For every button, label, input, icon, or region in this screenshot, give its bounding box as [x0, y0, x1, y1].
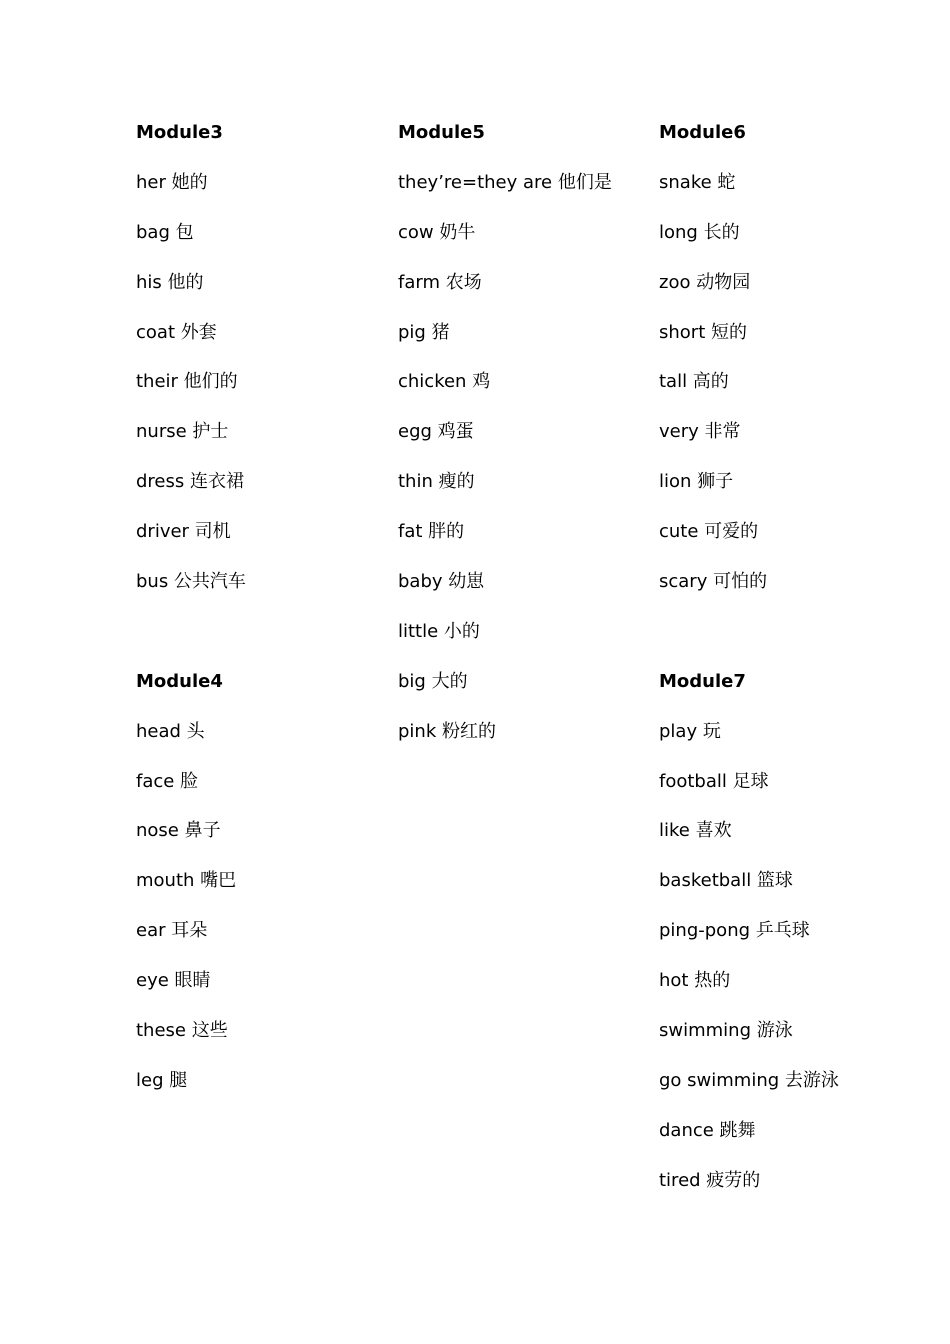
vocab-item: ear 耳朵	[136, 920, 208, 942]
vocab-item: bus 公共汽车	[136, 571, 246, 593]
vocab-item: like 喜欢	[659, 820, 732, 842]
vocab-item: thin 瘦的	[398, 471, 475, 493]
vocab-item: cow 奶牛	[398, 221, 476, 243]
vocab-item: driver 司机	[136, 521, 231, 543]
column-2	[398, 118, 658, 767]
vocab-item: her 她的	[136, 171, 208, 193]
vocab-item: ping-pong 乒乓球	[659, 920, 810, 942]
vocab-item: short 短的	[659, 321, 747, 343]
vocab-item: head 头	[136, 720, 205, 742]
vocab-item: eye 眼睛	[136, 970, 211, 992]
module-heading: Module4	[136, 670, 223, 692]
vocab-item: hot 热的	[659, 970, 731, 992]
vocab-item: scary 可怕的	[659, 571, 768, 593]
vocab-item: face 脸	[136, 770, 199, 792]
vocab-item: little 小的	[398, 620, 480, 642]
vocab-item: their 他们的	[136, 371, 238, 393]
vocab-item: go swimming 去游泳	[659, 1069, 839, 1091]
vocab-item: play 玩	[659, 720, 721, 742]
vocab-item: fat 胖的	[398, 521, 465, 543]
vocab-item: coat 外套	[136, 321, 217, 343]
vocab-item: nose 鼻子	[136, 820, 221, 842]
vocab-item: cute 可爱的	[659, 521, 759, 543]
vocab-item: snake 蛇	[659, 171, 736, 193]
vocab-item: tired 疲劳的	[659, 1169, 761, 1191]
vocab-item: big 大的	[398, 670, 468, 692]
module-heading: Module6	[659, 122, 746, 143]
vocab-item: pig 猪	[398, 321, 450, 343]
vocab-item: dress 连衣裙	[136, 471, 244, 493]
column-3	[659, 118, 919, 1216]
vocab-item: they’re=they are 他们是	[398, 171, 612, 193]
vocab-item: mouth 嘴巴	[136, 870, 237, 892]
vocab-item: baby 幼崽	[398, 571, 485, 593]
vocab-item: chicken 鸡	[398, 371, 491, 393]
vocab-item: lion 狮子	[659, 471, 734, 493]
column-1	[136, 118, 396, 1116]
group-spacer	[136, 617, 396, 667]
group-spacer	[659, 617, 919, 667]
module-heading: Module5	[398, 122, 485, 143]
vocab-item: zoo 动物园	[659, 271, 751, 293]
vocab-item: bag 包	[136, 221, 194, 243]
vocab-item: dance 跳舞	[659, 1119, 756, 1141]
vocab-item: leg 腿	[136, 1069, 188, 1091]
vocab-item: his 他的	[136, 271, 204, 293]
vocab-item: tall 高的	[659, 371, 729, 393]
vocab-item: very 非常	[659, 421, 741, 443]
vocab-item: egg 鸡蛋	[398, 421, 474, 443]
vocab-item: football 足球	[659, 770, 769, 792]
vocab-item: farm 农场	[398, 271, 482, 293]
vocab-item: swimming 游泳	[659, 1020, 793, 1042]
vocab-item: these 这些	[136, 1020, 228, 1042]
module-heading: Module7	[659, 670, 746, 692]
vocab-item: nurse 护士	[136, 421, 229, 443]
vocab-item: basketball 篮球	[659, 870, 793, 892]
module-heading: Module3	[136, 122, 223, 143]
vocab-item: long 长的	[659, 221, 740, 243]
vocab-item: pink 粉红的	[398, 720, 496, 742]
